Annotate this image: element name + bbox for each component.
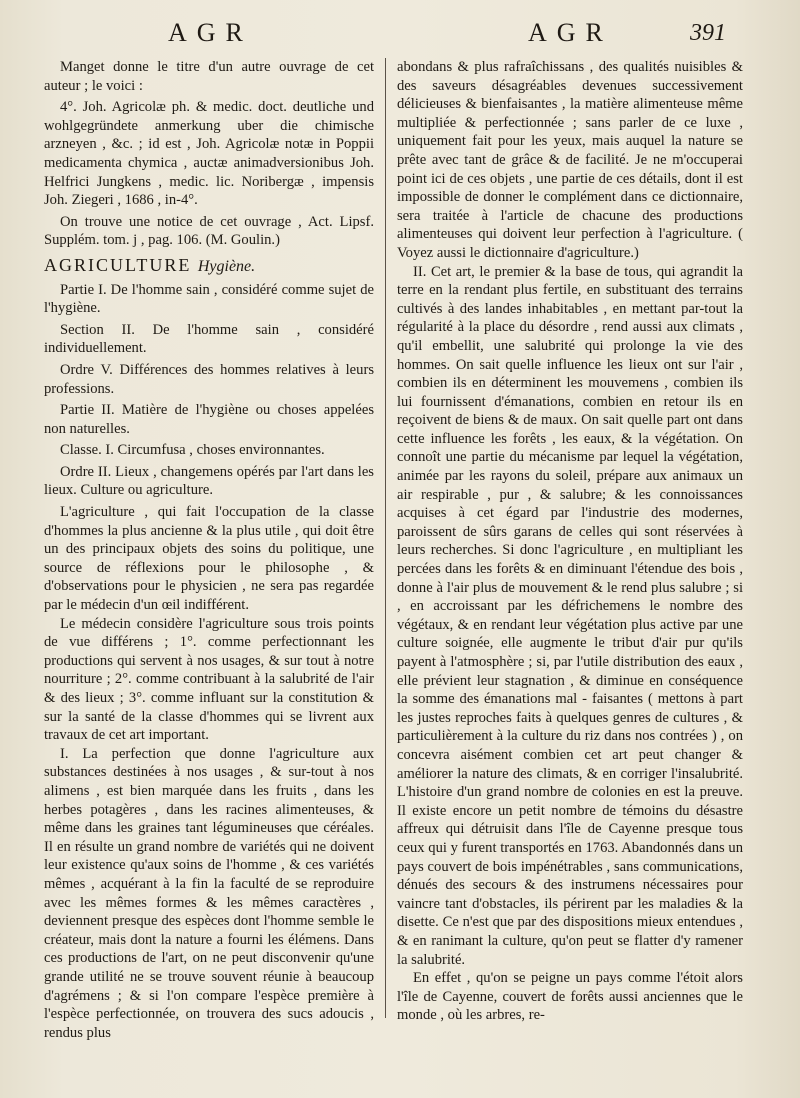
paragraph: On trouve une notice de cet ouvrage , Act. Lipsf. Supplém. tom. j , pag. 106. (M. Goulin.) [44,213,374,249]
running-header [0,18,800,58]
article-subtitle: Hygiène. [197,257,256,275]
paragraph: I. La perfection que donne l'agriculture aux substances destinées à nos usages , & sur-tout à nos alimens , est bien marquée dans les fruits , dans les herbes potagères , dans les racines alimenteuses, & même dans les graines tant légumineuses que céréales. Il en résulte un grand nombre de variétés qui ne doivent leur existence qu'aux soins de l'homme , & ces variétés mêmes , acquérant à la fin la faculté de se reproduire avec les mêmes formes & les mêmes caractères , deviennent presque des espèces dont l'homme semble le créateur, mais dont la nature a fourni les élémens. Dans ces productions de l'art, on ne peut disconvenir qu'une grande utilité ne se trouve souvent réunie à beaucoup d'agrémens ; & si l'on compare l'espèce première à l'espèce perfectionnée, on trouvera des sucs adoucis , rendus plus [44,745,374,1041]
classification-line: Ordre II. Lieux , changemens opérés par l'art dans les lieux. Culture ou agriculture. [44,463,374,499]
paragraph: Manget donne le titre d'un autre ouvrage de cet auteur ; le voici : [44,59,374,94]
classification-line: Classe. I. Circumfusa , choses environnantes. [60,442,325,459]
paragraph: Le médecin considère l'agriculture sous trois points de vue différens ; 1°. comme perfectionnant les productions qui servent à nos usages, & sur tout à notre nourriture ; 2°. comme contribuant à la salubrité de l'air & des lieux ; 3°. comme influant sur la constitution & sur la santé de la classe d'hommes qui se livrent aux travaux de cet art important. [44,615,374,744]
paragraph: II. Cet art, le premier & la base de tous, qui agrandit la terre en la rendant plus fertile, en substituant des terrains cultivés à des landes inhabitables , en mettant par-tout la régularité à la place du désordre , rend aussi aux climats , qu'il embellit, une salubrité qui prolonge la vie des hommes. On sait quelle influence les lieux ont sur l'air , combien ils en déterminent les mouvemens , combien ils lui fournissent d'émanations, combien en retour ils en reçoivent de biens & de maux. On sait quelle part ont dans cette influence les forêts , les eaux, & la végétation. On connoît une partie du mécanisme par lequel la végétation, animée par les rayons du soleil, prépare aux animaux un air respirable , pur , & salubre; & les connoissances acquises à cet égard par l'industrie des modernes, paroissent de sûrs garans de celles qui sont réservées à leurs recherches. Si donc l'agriculture , en multipliant les percées dans les forêts & en diminuant l'étendue des bois , donne à l'air plus de mouvement & le rend plus salubre ; si , en accroissant par les défrichemens le nombre des végétaux, & en rendant leur végétation plus active par une culture soignée, elle augmente le tribut d'air pur qu'ils payent à l'atmosphère ; si, par l'utile distribution des eaux , elle prévient leur stagnation , & diminue en conséquence la somme des émanations mal - faisantes ( mettons à part les justes reproches faits à quelques genres de cultures , & particulièrement à la culture du riz dans nos contrées ) , on concevra aisément combien cet art peut changer & améliorer la nature des climats, & en corriger l'insalubrité. L'histoire d'un grand nombre de colonies en est la preuve. Il existe encore un petit nombre de témoins du désastre affreux qui détruisit dans l'île de Cayenne presque tous ceux qui y furent transportés en 1763. Abandonnés dans un pays couvert de bois impénétrables , sans communications, dénués des secours & des instrumens nécessaires pour vaincre tant d'obstacles, ils périrent par les maladies & la disette. Ce n'est que par des dispositions mieux entendues , & en ranimant la culture, qu'on peut se flatter d'y ramener la salubrité. [397,263,743,968]
page-number: 391 [690,20,726,46]
article-heading [44,256,374,277]
paragraph: En effet , qu'on se peigne un pays comme l'étoit alors l'île de Cayenne, couvert de forêts aussi anciennes que le monde , où les arbres, re- [397,970,743,1024]
header-left-word: AGR [168,18,253,47]
paragraph: L'agriculture , qui fait l'occupation de la classe d'hommes la plus ancienne & la plus utile , qui doit être un des principaux objets des soins du politique, une source de réflexions pour le philosophe , & d'observations pour le physicien , ne sera pas regardée par le médecin d'un œil indifférent. [44,504,374,614]
right-column [397,58,743,1025]
paragraph: abondans & plus rafraîchissans , des qualités nuisibles & des saveurs désagréables devenues successivement délicieuses & bienfaisantes , la matière alimenteuse même multipliée & perfectionnée ; sans parler de ce luxe , uniquement fait pour les yeux, mais auquel la nature se prête avec tant de grâce & de facilité. Je ne m'occuperai point ici de ces objets , une partie de ces détails, dont il est impossible de donner le complément dans ce dictionnaire, sera traitée à l'article de chacune des productions alimenteuses qui doivent leur perfection à l'agriculture. ( Voyez aussi le dictionnaire d'agriculture.) [397,59,743,261]
column-divider [385,58,386,1018]
classification-line: Partie II. Matière de l'hygiène ou choses appelées non naturelles. [44,402,374,437]
classification-line: Ordre V. Différences des hommes relatives à leurs professions. [44,361,374,397]
citation-paragraph: 4°. Joh. Agricolæ ph. & medic. doct. deutliche und wohlgegründete anmerkung uber die chimische arzneyen , &c. ; id est , Joh. Agricolæ notæ in Poppii medicamenta chymica , auctæ animadversionibus Joh. Helfrici Jungkens , medic. lic. Noribergæ , impensis Joh. Ziegeri , 1686 , in-4°. [44,99,374,209]
left-column [44,58,374,1042]
header-right-word: AGR [528,18,613,47]
article-title: AGRICULTURE [44,254,192,275]
classification-line: Partie I. De l'homme sain , considéré comme sujet de l'hygiène. [44,281,374,317]
classification-line: Section II. De l'homme sain , considéré individuellement. [44,321,374,357]
